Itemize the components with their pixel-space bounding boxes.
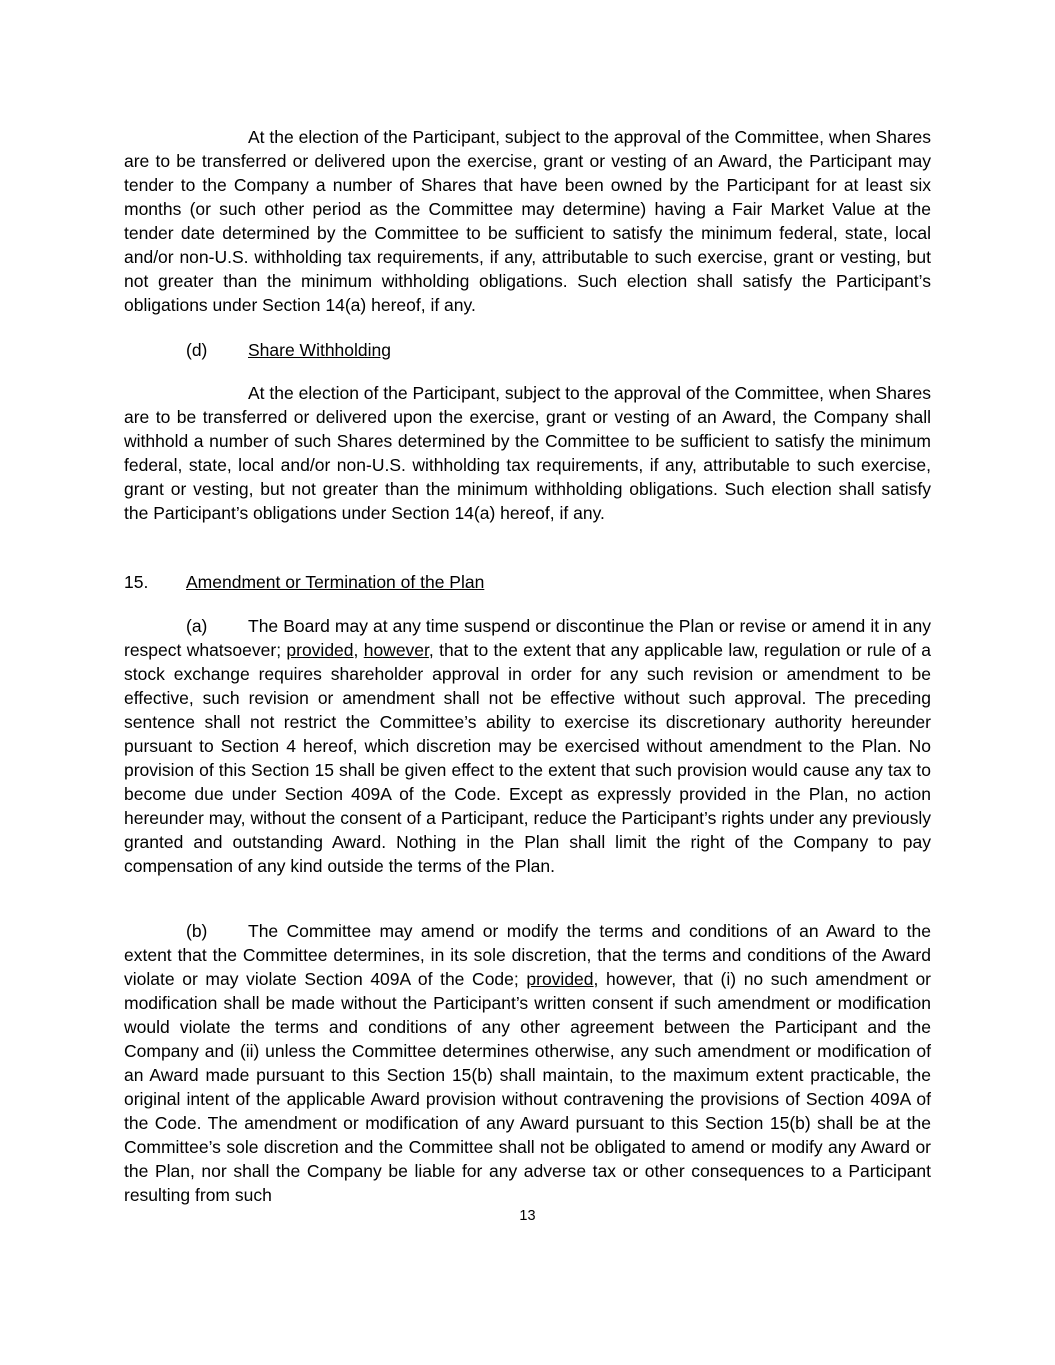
- section-d-title: Share Withholding: [248, 340, 391, 360]
- paragraph-share-tender: At the election of the Participant, subject to the approval of the Committee, when Shares are to be transferred or delivered upon the exercise, grant or vesting of an Award, the Participant may tender to the Company a number of Shares that have been owned by the Participant for at least six months (or such other period as the Committee may determine) having a Fair Market Value at the tender date determined by the Committee to be sufficient to satisfy the minimum federal, state, local and/or non-U.S. withholding tax requirements, if any, attributable to such exercise, grant or vesting, but not greater than the minimum withholding obligations. Such election shall satisfy the Participant’s obligations under Section 14(a) hereof, if any.: [124, 127, 931, 315]
- paragraph-15a-marker: (a): [186, 616, 208, 636]
- paragraph-15b: [124, 919, 931, 1207]
- however-term: however: [363, 640, 429, 660]
- paragraph-share-withholding: At the election of the Participant, subject to the approval of the Committee, when Shares are to be transferred or delivered upon the exercise, grant or vesting of an Award, the Company shall withhold a number of such Shares determined by the Committee to be sufficient to satisfy the minimum federal, state, local and/or non-U.S. withholding tax requirements, if any, attributable to such exercise, grant or vesting, but not greater than the minimum withholding obligations. Such election shall satisfy the Participant’s obligations under Section 14(a) hereof, if any.: [124, 383, 931, 523]
- section-15-title: Amendment or Termination of the Plan: [186, 572, 485, 592]
- page-number: 13: [519, 1208, 536, 1224]
- paragraph-15b-marker: (b): [186, 921, 208, 941]
- paragraph-15b-rest: , however, that (i) no such amendment or modification shall be made without the Participant’s written consent if such amendment or modification would violate the terms and conditions of any other agreement between the Participant and the Company and (ii) unless the Committee determines otherwise, any such amendment or modification of an Award made pursuant to this Section 15(b) shall maintain, to the maximum extent practicable, the original intent of the applicable Award provision without contravening the provisions of Section 409A of the Code. The amendment or modification of any Award pursuant to this Section 15(b) shall be at the Committee’s sole discretion and the Committee shall not be obligated to amend or modify any Award or the Plan, nor shall the Company be liable for any adverse tax or other consequences to a Participant resulting from such: [124, 969, 932, 1205]
- section-d-marker: (d): [186, 340, 208, 360]
- provided-term-b: provided: [526, 969, 594, 989]
- section-15-number: 15.: [124, 572, 149, 592]
- paragraph-15a-lead: The Board may at any time suspend or discontinue the Plan or revise or amend it in any respect whatsoever;: [124, 616, 931, 660]
- paragraph-15a-sep: ,: [353, 640, 364, 660]
- paragraph-15b-lead: The Committee may amend or modify the terms and conditions of an Award to the extent that the Committee determines, in its sole discretion, that the terms and conditions of the Award violate or may violate Section 409A of the Code;: [124, 921, 931, 989]
- section-15-heading: [124, 570, 624, 594]
- paragraph-15a-rest: , that to the extent that any applicable law, regulation or rule of a stock exchange requires shareholder approval in order for any such revision or amendment to be effective, such revision or amendment shall not be effective without such approval. The preceding sentence shall not restrict the Committee’s ability to exercise its discretionary authority hereunder pursuant to Section 4 hereof, which discretion may be exercised without amendment to the Plan. No provision of this Section 15 shall be given effect to the extent that such provision would cause any tax to become due under Section 409A of the Code. Except as expressly provided in the Plan, no action hereunder may, without the consent of a Participant, reduce the Participant’s rights under any previously granted and outstanding Award. Nothing in the Plan shall limit the right of the Company to pay compensation of any kind outside the terms of the Plan.: [124, 640, 931, 876]
- section-d-heading: [186, 338, 391, 362]
- provided-term: provided: [286, 640, 354, 660]
- paragraph-15a: [124, 614, 931, 878]
